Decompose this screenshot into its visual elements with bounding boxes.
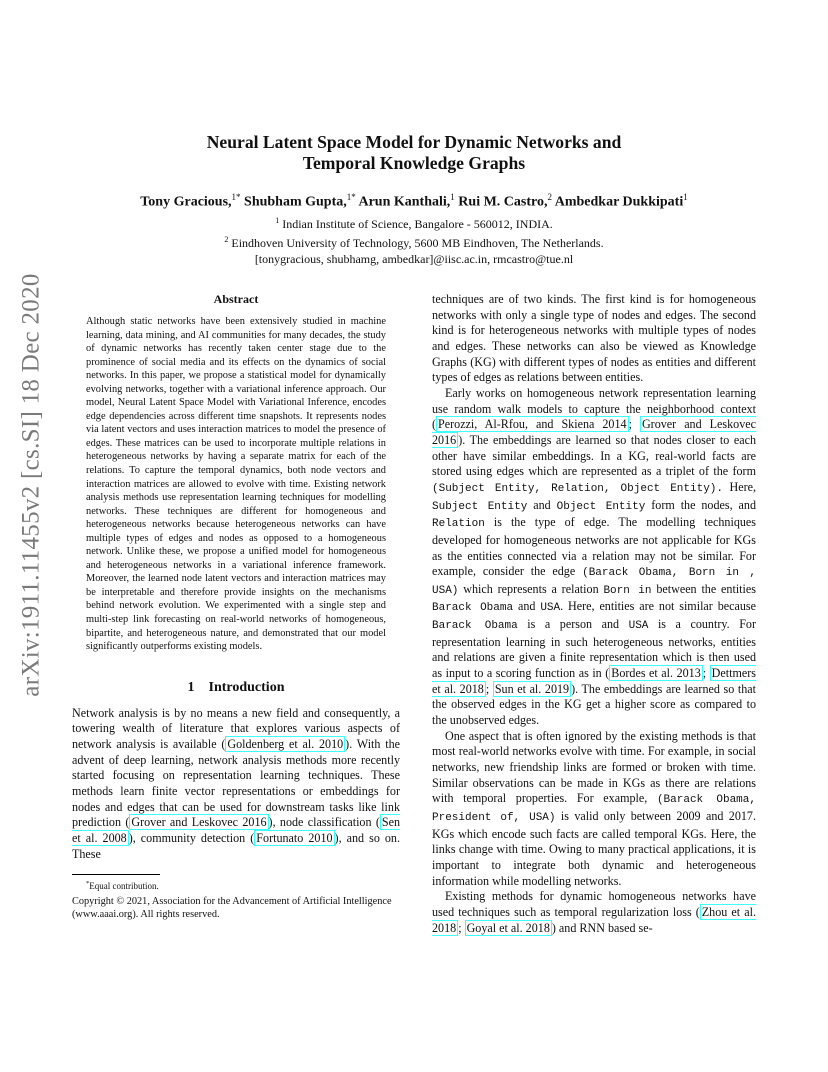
left-column [72,292,400,921]
code-text: (Subject Entity, Relation, Object Entity). [432,482,724,495]
citation-link[interactable]: Zhou et al. 2018 [432,904,756,935]
citation-link[interactable]: Goyal et al. 2018 [466,920,550,935]
author-affil-mark: 2 [547,192,552,202]
copyright-notice: Copyright © 2021, Association for the Advancement of Artificial Intelligence (www.aaai.org). All rights reserved. [72,896,392,921]
affiliation-2: $^2$ Eindhoven University of Technology, 5600 MB Eindhoven, The Netherlands. [224,235,604,250]
body-paragraph: techniques are of two kinds. The first kind is for homogeneous networks with only a single type of nodes and edges. The second kind is for heterogeneous networks with multiple types of nodes and edges. These networks can also be viewed as Knowledge Graphs (KG) with different types of nodes as entities and different types of edges as relations between entities. [432,292,756,385]
title-line-1: Neural Latent Space Model for Dynamic Networks and [206,132,622,152]
code-text: Born in [603,584,652,597]
code-text: Barack Obama [432,602,514,615]
citation-link[interactable]: Dettmers et al. 2018 [432,666,757,696]
intro-paragraph: Network analysis is by no means a new field and consequently, a towering wealth of literature that explores various aspects of network analysis is available ( Goldenberg et al. 2010 ). With the advent of deep learning, network analysis methods more recently started focusing on representation learning techniques. These methods learn finite vector representations or embeddings for nodes and edges that can be used for downstream tasks like link prediction ( Grover and Leskovec 2016 ), node classification ( Sen et al. 2008 ), community detection ( Fortunato 2010 ), and so on. These [72,705,401,861]
author-list [0,192,828,211]
author-name: Ambedkar Dukkipati [554,194,684,210]
author-emails: [tonygracious, shubhamg, ambedkar]@iisc.ac.in, rmcastro@tue.nl [254,252,574,266]
code-text: (Barack Obama, President of, USA) [432,794,756,824]
citation-link[interactable]: Goldenberg et al. 2010 [227,736,344,751]
citation-link[interactable]: Bordes et al. 2013 [611,666,701,681]
paper-title [0,132,828,174]
author-affil-mark: 1 [683,192,688,202]
author-affil-mark: 1 [450,192,455,202]
code-text: USA [628,620,649,633]
abstract-body: Although static networks have been extensively studied in machine learning, data mining, and AI communities for many decades, the study of dynamic networks has recently taken center stage due to the prominence of social media and its effects on the dynamics of social networks. In this paper, we propose a statistical model for dynamically evolving networks, together with a variational inference approach. Our model, Neural Latent Space Model with Variational Inference, encodes edge dependencies across different time snapshots. It represents nodes via latent vectors and uses interaction matrices to model the presence of edges. These matrices can be used to incorporate multiple relations in heterogeneous networks by having a separate matrix for each of the relations. To capture the temporal dynamics, both node vectors and interaction matrices are allowed to evolve with time. Existing network analysis methods use representation learning techniques for modelling networks. These techniques are different for homogeneous and heterogeneous networks because heterogeneous networks can have multiple types of edges and nodes as opposed to a homogeneous network. Unlike these, we propose a unified model for homogeneous and heterogeneous networks in a variational inference framework. Moreover, the learned node latent vectors and interaction matrices may be interpretable and therefore provide insights on the mechanisms behind network evolution. We experimented with a single step and multi-step link forecasting on real-world networks of homogeneous, bipartite, and heterogeneous nature, and demonstrated that our model significantly outperforms existing models. [86,316,386,653]
author-affil-mark: 1* [346,192,356,202]
abstract-heading: Abstract [213,292,259,306]
affiliation-1: $^1$ Indian Institute of Science, Bangalore - 560012, INDIA. [275,216,553,231]
author-name: Rui M. Castro, [458,194,548,210]
title-line-2: Temporal Knowledge Graphs [302,153,526,173]
code-text: Relation [432,518,485,531]
footnote: *Equal contribution. [86,880,159,892]
code-text: Barack Obama [432,620,518,633]
body-paragraph: One aspect that is often ignored by the existing methods is that most real-world networks evolve with time. For example, in social networks, new friendship links are formed or broken with time. Similar observations can be made in KGs as there are relations with temporal properties. For example, (Barack Obama, President of, USA) is valid only between 2009 and 2017. KGs which encode such facts are called temporal KGs. Here, the links change with time. Owing to many practical applications, it is important to integrate both dynamic and heterogeneous information while modelling networks. [432,728,756,888]
code-text: (Barack Obama, Born in , USA) [432,567,756,597]
code-text: Subject Entity [432,500,528,513]
citation-link[interactable]: Perozzi, Al-Rfou, and Skiena 2014 [438,417,627,432]
author-name: Shubham Gupta, [244,194,347,210]
code-text: Object Entity [556,500,646,513]
author-name: Arun Kanthali, [358,194,451,210]
author-affil-mark: 1* [231,192,241,202]
citation-link[interactable]: Grover and Leskovec 2016 [131,815,267,830]
footnote-rule [72,874,160,875]
body-paragraph: Early works on homogeneous network representation learning use random walk models to capture the neighborhood context ( Perozzi, Al-Rfou, and Skiena 2014 ; Grover and Leskovec 2016 ). The embeddings are learned so that nodes closer to each other have similar embeddings. In a KG, real-world facts are stored using edges which are represented as a triplet of the form (Subject Entity, Relation, Object Entity). Here, Subject Entity and Object Entity form the nodes, and Relation is the type of edge. The modelling techniques developed for homogeneous networks are not applicable for KGs as the entities connected via a relation may not be similar. For example, consider the edge (Barack Obama, Born in , USA) which represents a relation Born in between the entities Barack Obama and USA. Here, entities are not similar because Barack Obama is a person and USA is a country. For representation learning in such heterogeneous networks, entities and relations are given a finite representation which is then used as input to a scoring function as in ( Bordes et al. 2013 ; Dettmers et al. 2018 ; Sun et al. 2019 ). The embeddings are learned so that the observed edges in the KG get a higher score as compared to the unobserved edges. [432,385,757,728]
section-heading-introduction: 1 Introduction [187,679,285,695]
body-paragraph: Existing methods for dynamic homogeneous networks have used techniques such as temporal regularization loss ( Zhou et al. 2018 ; Goyal et al. 2018 ) and RNN based se- [432,889,756,935]
affiliations [0,213,828,267]
citation-link[interactable]: Sun et al. 2019 [494,681,570,696]
right-column [432,292,756,936]
citation-link[interactable]: Fortunato 2010 [256,830,333,845]
code-text: USA [540,602,561,615]
citation-link[interactable]: Sen et al. 2008 [72,815,400,845]
author-name: Tony Gracious, [140,194,232,210]
arxiv-stamp: arXiv:1911.11455v2 [cs.SI] 18 Dec 2020 [18,273,45,697]
citation-link[interactable]: Grover and Leskovec 2016 [432,417,756,447]
